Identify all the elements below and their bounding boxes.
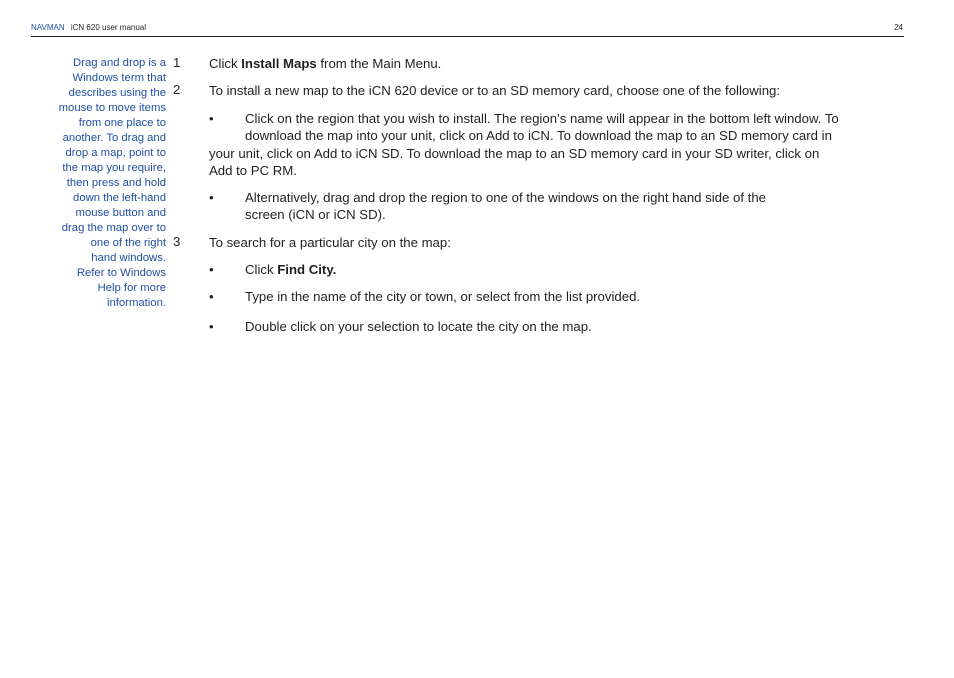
step-3-text: To search for a particular city on the map: xyxy=(209,235,451,250)
bullet-line: download the map into your unit, click on Add to iCN. To download the map to an SD memory card in xyxy=(245,128,832,144)
step-2-text: To install a new map to the iCN 620 device or to an SD memory card, choose one of the following: xyxy=(209,83,781,98)
list-item xyxy=(209,261,873,278)
bullet-dot: • xyxy=(209,289,214,304)
bullet-line: Add to PC RM. xyxy=(209,162,297,178)
note-line: the map you require, xyxy=(62,162,166,174)
bullet-dot: • xyxy=(209,190,214,205)
step-1-post: from the Main Menu. xyxy=(316,56,442,71)
list-item xyxy=(209,318,873,335)
note-line: drag the map over to xyxy=(61,222,166,234)
bullet-line: Type in the name of the city or town, or select from the list provided. xyxy=(245,289,641,304)
list-item xyxy=(209,288,873,305)
bullet-dot: • xyxy=(209,319,214,334)
note-line: Windows term that xyxy=(72,72,166,84)
margin-note xyxy=(36,56,166,311)
brand-name: NAVMAN xyxy=(31,23,65,32)
note-line: hand windows. xyxy=(91,252,166,264)
page-number: 24 xyxy=(894,23,903,32)
bullet-line: your unit, click on Add to iCN SD. To download the map to an SD memory card in your SD writer, click on xyxy=(209,145,820,161)
manual-title: iCN 620 user manual xyxy=(70,23,147,32)
list-item xyxy=(209,189,873,224)
note-line: drop a map, point to xyxy=(65,147,166,159)
bullet-line: screen (iCN or iCN SD). xyxy=(245,207,386,223)
note-line: information. xyxy=(106,297,166,309)
step-number: 2 xyxy=(173,82,181,97)
bullet-line: Alternatively, drag and drop the region to one of the windows on the right hand side of the xyxy=(245,190,767,205)
note-line: mouse to move items xyxy=(58,102,166,114)
bullet-pre: Click xyxy=(245,262,278,277)
header-rule xyxy=(31,36,904,37)
find-city-label: Find City. xyxy=(277,262,337,277)
step-number: 3 xyxy=(173,234,181,249)
bullet-dot: • xyxy=(209,262,214,277)
step-1-text xyxy=(209,55,879,72)
list-item xyxy=(209,110,873,179)
bullet-dot: • xyxy=(209,111,214,126)
bullet-line: Click on the region that you wish to install. The region’s name will appear in the bottom left window. To xyxy=(245,111,839,126)
note-line: down the left-hand xyxy=(73,192,166,204)
note-line: mouse button and xyxy=(75,207,166,219)
note-line: describes using the xyxy=(68,87,166,99)
step-number: 1 xyxy=(173,55,181,70)
bullet-line: Double click on your selection to locate the city on the map. xyxy=(245,319,592,334)
install-maps-label: Install Maps xyxy=(241,56,317,71)
note-line: another. To drag and xyxy=(62,132,166,144)
bullet-line xyxy=(209,261,873,278)
note-line: then press and hold xyxy=(66,177,166,189)
running-header xyxy=(31,23,146,32)
note-line: one of the right xyxy=(90,237,166,249)
note-line: from one place to xyxy=(78,117,166,129)
note-line: Help for more xyxy=(97,282,166,294)
step-1-pre: Click xyxy=(209,56,242,71)
note-line: Refer to Windows xyxy=(76,267,166,279)
note-line: Drag and drop is a xyxy=(73,57,166,69)
